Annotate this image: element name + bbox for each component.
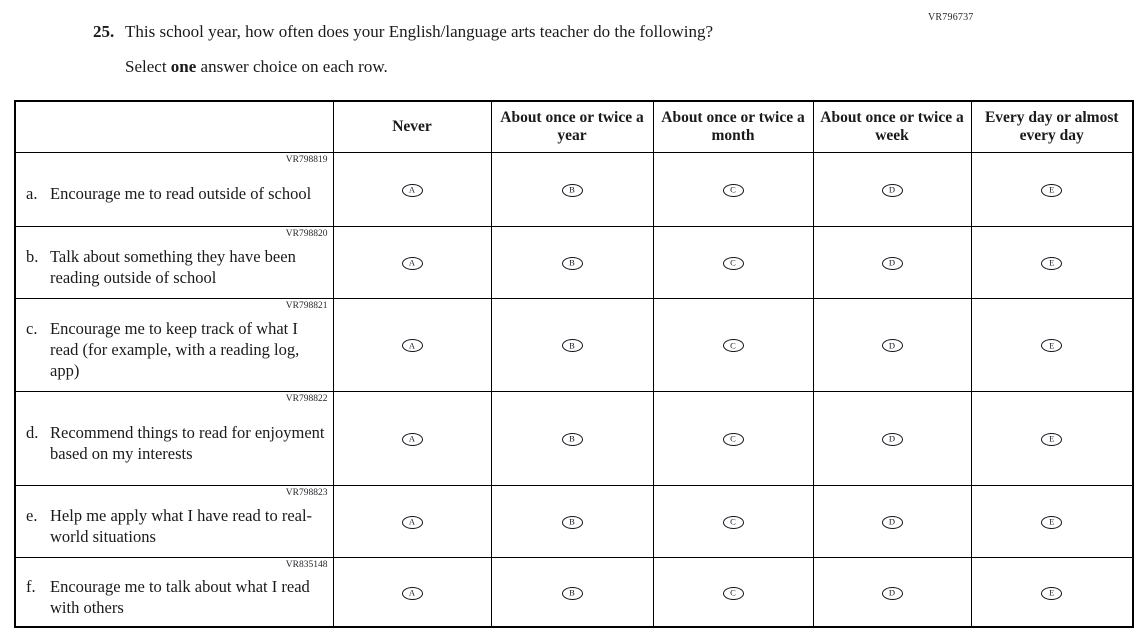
answer-bubble-a[interactable]: A	[402, 184, 423, 197]
answer-bubble-b[interactable]: B	[562, 184, 583, 197]
answer-bubble-b[interactable]: B	[562, 339, 583, 352]
answer-bubble-d[interactable]: D	[882, 184, 903, 197]
row-code: VR798820	[285, 228, 328, 239]
answer-bubble-d[interactable]: D	[882, 257, 903, 270]
table-row-d	[15, 391, 1133, 485]
row-letter: b.	[26, 246, 39, 266]
row-code: VR798821	[285, 300, 328, 311]
answer-cell	[813, 226, 971, 298]
answer-bubble-e[interactable]: E	[1041, 339, 1062, 352]
answer-cell	[491, 391, 653, 485]
answer-bubble-c[interactable]: C	[723, 339, 744, 352]
answer-cell	[491, 226, 653, 298]
answer-bubble-a[interactable]: A	[402, 516, 423, 529]
answer-bubble-a[interactable]: A	[402, 339, 423, 352]
column-header-year: About once or twice a year	[491, 101, 653, 152]
answer-bubble-b[interactable]: B	[562, 257, 583, 270]
answer-cell	[971, 298, 1133, 391]
answer-cell	[971, 485, 1133, 557]
row-label: Encourage me to keep track of what I read (for example, with a reading log, app)	[50, 318, 300, 381]
row-label: Encourage me to read outside of school	[50, 184, 312, 204]
answer-bubble-e[interactable]: E	[1041, 516, 1062, 529]
answer-bubble-c[interactable]: C	[723, 184, 744, 197]
answer-bubble-c[interactable]: C	[723, 257, 744, 270]
table-row-b	[15, 226, 1133, 298]
answer-bubble-b[interactable]: B	[562, 433, 583, 446]
question-block	[93, 20, 913, 79]
answer-cell	[971, 391, 1133, 485]
answer-cell	[653, 226, 813, 298]
answer-cell	[653, 391, 813, 485]
row-code: VR835148	[285, 559, 328, 570]
answer-bubble-e[interactable]: E	[1041, 184, 1062, 197]
answer-bubble-e[interactable]: E	[1041, 587, 1062, 600]
answer-bubble-a[interactable]: A	[402, 257, 423, 270]
row-label-cell	[15, 485, 333, 557]
column-header-everyday: Every day or almost every day	[971, 101, 1133, 152]
answer-cell	[971, 226, 1133, 298]
row-code: VR798819	[285, 154, 328, 165]
instruction-suffix: answer choice on each row.	[196, 56, 388, 76]
answer-cell	[813, 298, 971, 391]
row-label-cell	[15, 152, 333, 226]
answer-bubble-e[interactable]: E	[1041, 433, 1062, 446]
instruction-prefix: Select	[125, 56, 171, 76]
answer-cell	[491, 485, 653, 557]
row-letter: c.	[26, 318, 38, 338]
row-letter: e.	[26, 505, 38, 525]
answer-cell	[333, 557, 491, 627]
answer-bubble-d[interactable]: D	[882, 516, 903, 529]
answer-cell	[491, 152, 653, 226]
header-row	[15, 101, 1133, 152]
column-header-month: About once or twice a month	[653, 101, 813, 152]
answer-cell	[813, 485, 971, 557]
answer-cell	[653, 557, 813, 627]
answer-bubble-d[interactable]: D	[882, 433, 903, 446]
table-row-a	[15, 152, 1133, 226]
row-label: Help me apply what I have read to real-world situations	[50, 505, 313, 546]
answer-cell	[491, 298, 653, 391]
column-header-never: Never	[333, 101, 491, 152]
answer-cell	[491, 557, 653, 627]
row-label: Recommend things to read for enjoyment based on my interests	[50, 422, 325, 463]
row-label-cell	[15, 557, 333, 627]
question-text: This school year, how often does your English/language arts teacher do the following?	[125, 22, 714, 41]
answer-bubble-b[interactable]: B	[562, 587, 583, 600]
column-header-week: About once or twice a week	[813, 101, 971, 152]
answer-bubble-a[interactable]: A	[402, 433, 423, 446]
answer-cell	[653, 298, 813, 391]
row-code: VR798823	[285, 487, 328, 498]
table-row-f	[15, 557, 1133, 627]
answer-cell	[333, 298, 491, 391]
row-label-cell	[15, 226, 333, 298]
instruction-text	[125, 55, 713, 80]
answer-bubble-e[interactable]: E	[1041, 257, 1062, 270]
answer-cell	[333, 152, 491, 226]
row-letter: a.	[26, 184, 38, 204]
row-label: Talk about something they have been reading outside of school	[50, 246, 296, 287]
row-letter: d.	[26, 422, 39, 442]
answer-cell	[333, 391, 491, 485]
answer-cell	[813, 557, 971, 627]
row-code: VR798822	[285, 393, 328, 404]
row-letter: f.	[26, 576, 36, 596]
answer-bubble-d[interactable]: D	[882, 587, 903, 600]
form-code: VR796737	[928, 12, 974, 23]
response-matrix-table	[14, 100, 1134, 628]
answer-cell	[813, 152, 971, 226]
answer-cell	[971, 557, 1133, 627]
row-label: Encourage me to talk about what I read with others	[50, 576, 310, 617]
answer-cell	[653, 152, 813, 226]
answer-bubble-b[interactable]: B	[562, 516, 583, 529]
answer-cell	[653, 485, 813, 557]
answer-bubble-c[interactable]: C	[723, 516, 744, 529]
answer-bubble-a[interactable]: A	[402, 587, 423, 600]
answer-cell	[813, 391, 971, 485]
answer-cell	[333, 485, 491, 557]
table-row-e	[15, 485, 1133, 557]
question-number: 25.	[93, 22, 115, 41]
answer-cell	[971, 152, 1133, 226]
answer-bubble-c[interactable]: C	[723, 433, 744, 446]
answer-bubble-c[interactable]: C	[723, 587, 744, 600]
header-stub	[15, 101, 333, 152]
answer-cell	[333, 226, 491, 298]
row-label-cell	[15, 298, 333, 391]
row-label-cell	[15, 391, 333, 485]
table-row-c	[15, 298, 1133, 391]
instruction-bold-word: one	[170, 56, 197, 76]
answer-bubble-d[interactable]: D	[882, 339, 903, 352]
